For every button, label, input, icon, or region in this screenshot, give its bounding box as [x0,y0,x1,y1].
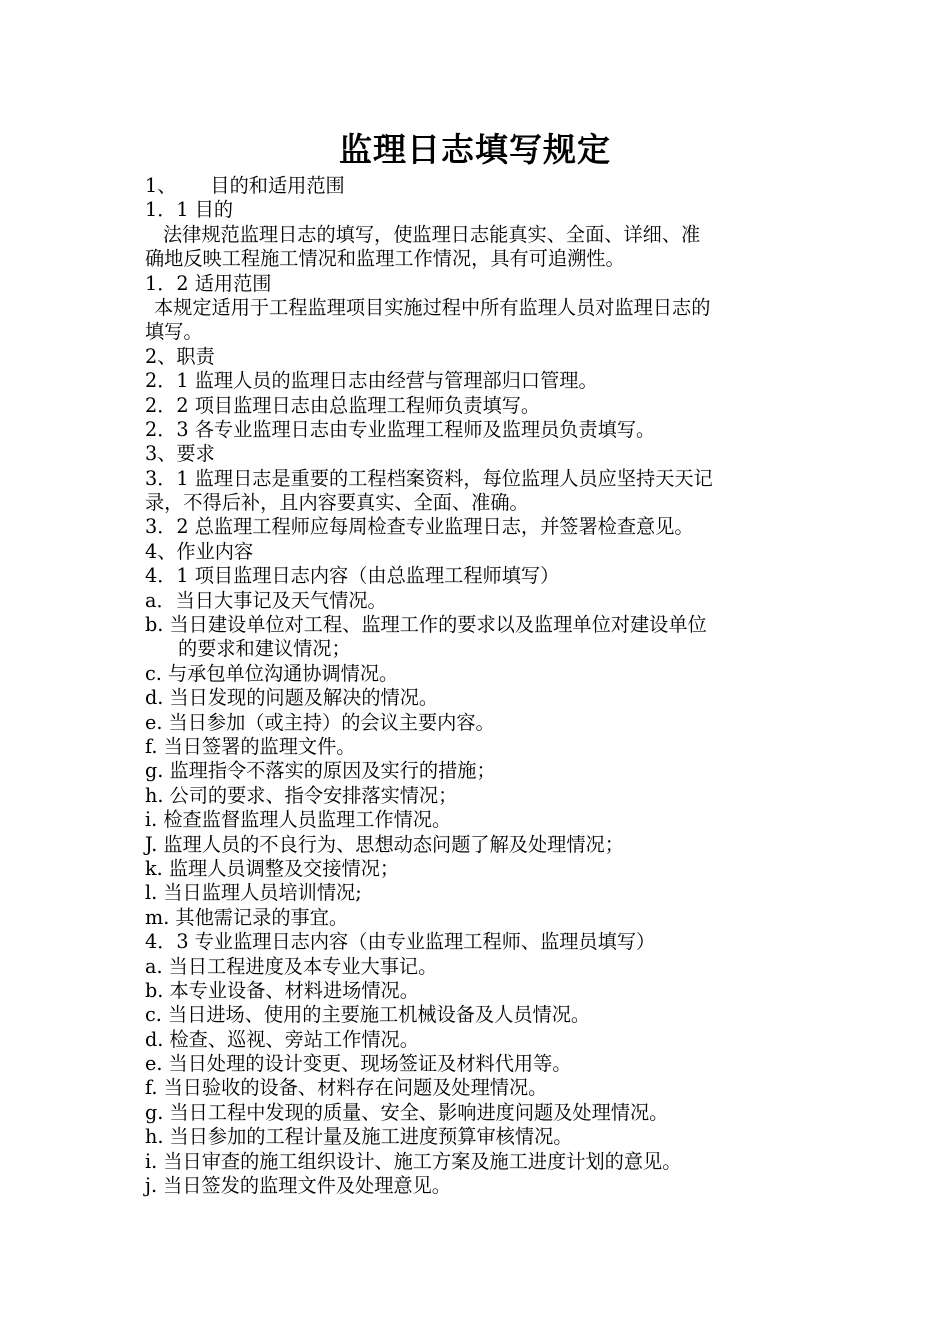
list-item: c. 当日进场、使用的主要施工机械设备及人员情况。 [145,1003,591,1027]
subsection-line: 3．1 监理日志是重要的工程档案资料，每位监理人员应坚持天天记 [145,466,713,490]
section-heading-1 [145,174,810,198]
subsection-heading: 1．1 目的 [145,198,234,222]
list-item: g. 当日工程中发现的质量、安全、影响进度问题及处理情况。 [145,1100,669,1124]
section-heading: 4、作业内容 [145,539,254,563]
list-item: a．当日大事记及天气情况。 [145,588,387,612]
list-item: a. 当日工程进度及本专业大事记。 [145,954,438,978]
list-item: e. 当日处理的设计变更、现场签证及材料代用等。 [145,1052,572,1076]
list-item: b. 本专业设备、材料进场情况。 [145,978,419,1002]
list-item: d. 检查、巡视、旁站工作情况。 [145,1027,419,1051]
paragraph-line: 录，不得后补，且内容要真实、全面、准确。 [145,491,529,515]
list-item: h. 公司的要求、指令安排落实情况； [145,783,458,807]
list-item: f. 当日验收的设备、材料存在问题及处理情况。 [145,1076,548,1100]
section-heading: 3、要求 [145,442,215,466]
list-item: d. 当日发现的问题及解决的情况。 [145,686,439,710]
subsection-line: 2．2 项目监理日志由总监理工程师负责填写。 [145,393,541,417]
document-body [145,174,810,1198]
subsection-heading: 4．1 项目监理日志内容（由总监理工程师填写） [145,564,560,588]
list-item: g. 监理指令不落实的原因及实行的措施； [145,759,496,783]
list-item: J. 监理人员的不良行为、思想动态问题了解及处理情况； [145,832,624,856]
subsection-line: 2．3 各专业监理日志由专业监理工程师及监理员负责填写。 [145,417,656,441]
list-item: m. 其他需记录的事宜。 [145,905,349,929]
subsection-line: 3．2 总监理工程师应每周检查专业监理日志，并签署检查意见。 [145,515,694,539]
document-title: 监理日志填写规定 [339,130,611,169]
list-item: i. 检查监督监理人员监理工作情况。 [145,808,452,832]
subsection-heading: 1．2 适用范围 [145,271,272,295]
list-item: l. 当日监理人员培训情况; [145,881,362,905]
list-item: i. 当日审查的施工组织设计、施工方案及施工进度计划的意见。 [145,1149,682,1173]
paragraph-line: 确地反映工程施工情况和监理工作情况，具有可追溯性。 [145,247,625,271]
section-heading: 2、职责 [145,344,215,368]
subsection-heading: 4．3 专业监理日志内容（由专业监理工程师、监理员填写） [145,930,656,954]
list-item: f. 当日签署的监理文件。 [145,734,356,758]
paragraph-line: 法律规范监理日志的填写，使监理日志能真实、全面、详细、准 [163,222,701,246]
list-item: b. 当日建设单位对工程、监理工作的要求以及监理单位对建设单位 [145,613,707,637]
paragraph-line: 本规定适用于工程监理项目实施过程中所有监理人员对监理日志的 [154,295,711,319]
list-item: h. 当日参加的工程计量及施工进度预算审核情况。 [145,1125,573,1149]
list-item: k. 监理人员调整及交接情况； [145,856,400,880]
list-item: c. 与承包单位沟通协调情况。 [145,661,399,685]
paragraph-line: 填写。 [145,320,203,344]
list-item: j. 当日签发的监理文件及处理意见。 [145,1174,451,1198]
subsection-line: 2．1 监理人员的监理日志由经营与管理部归口管理。 [145,369,598,393]
section-title-1: 目的和适用范围 [210,174,345,197]
section-number-1: 1、 [145,174,177,197]
list-item: e. 当日参加（或主持）的会议主要内容。 [145,710,495,734]
list-item-continuation: 的要求和建议情况； [178,637,351,661]
